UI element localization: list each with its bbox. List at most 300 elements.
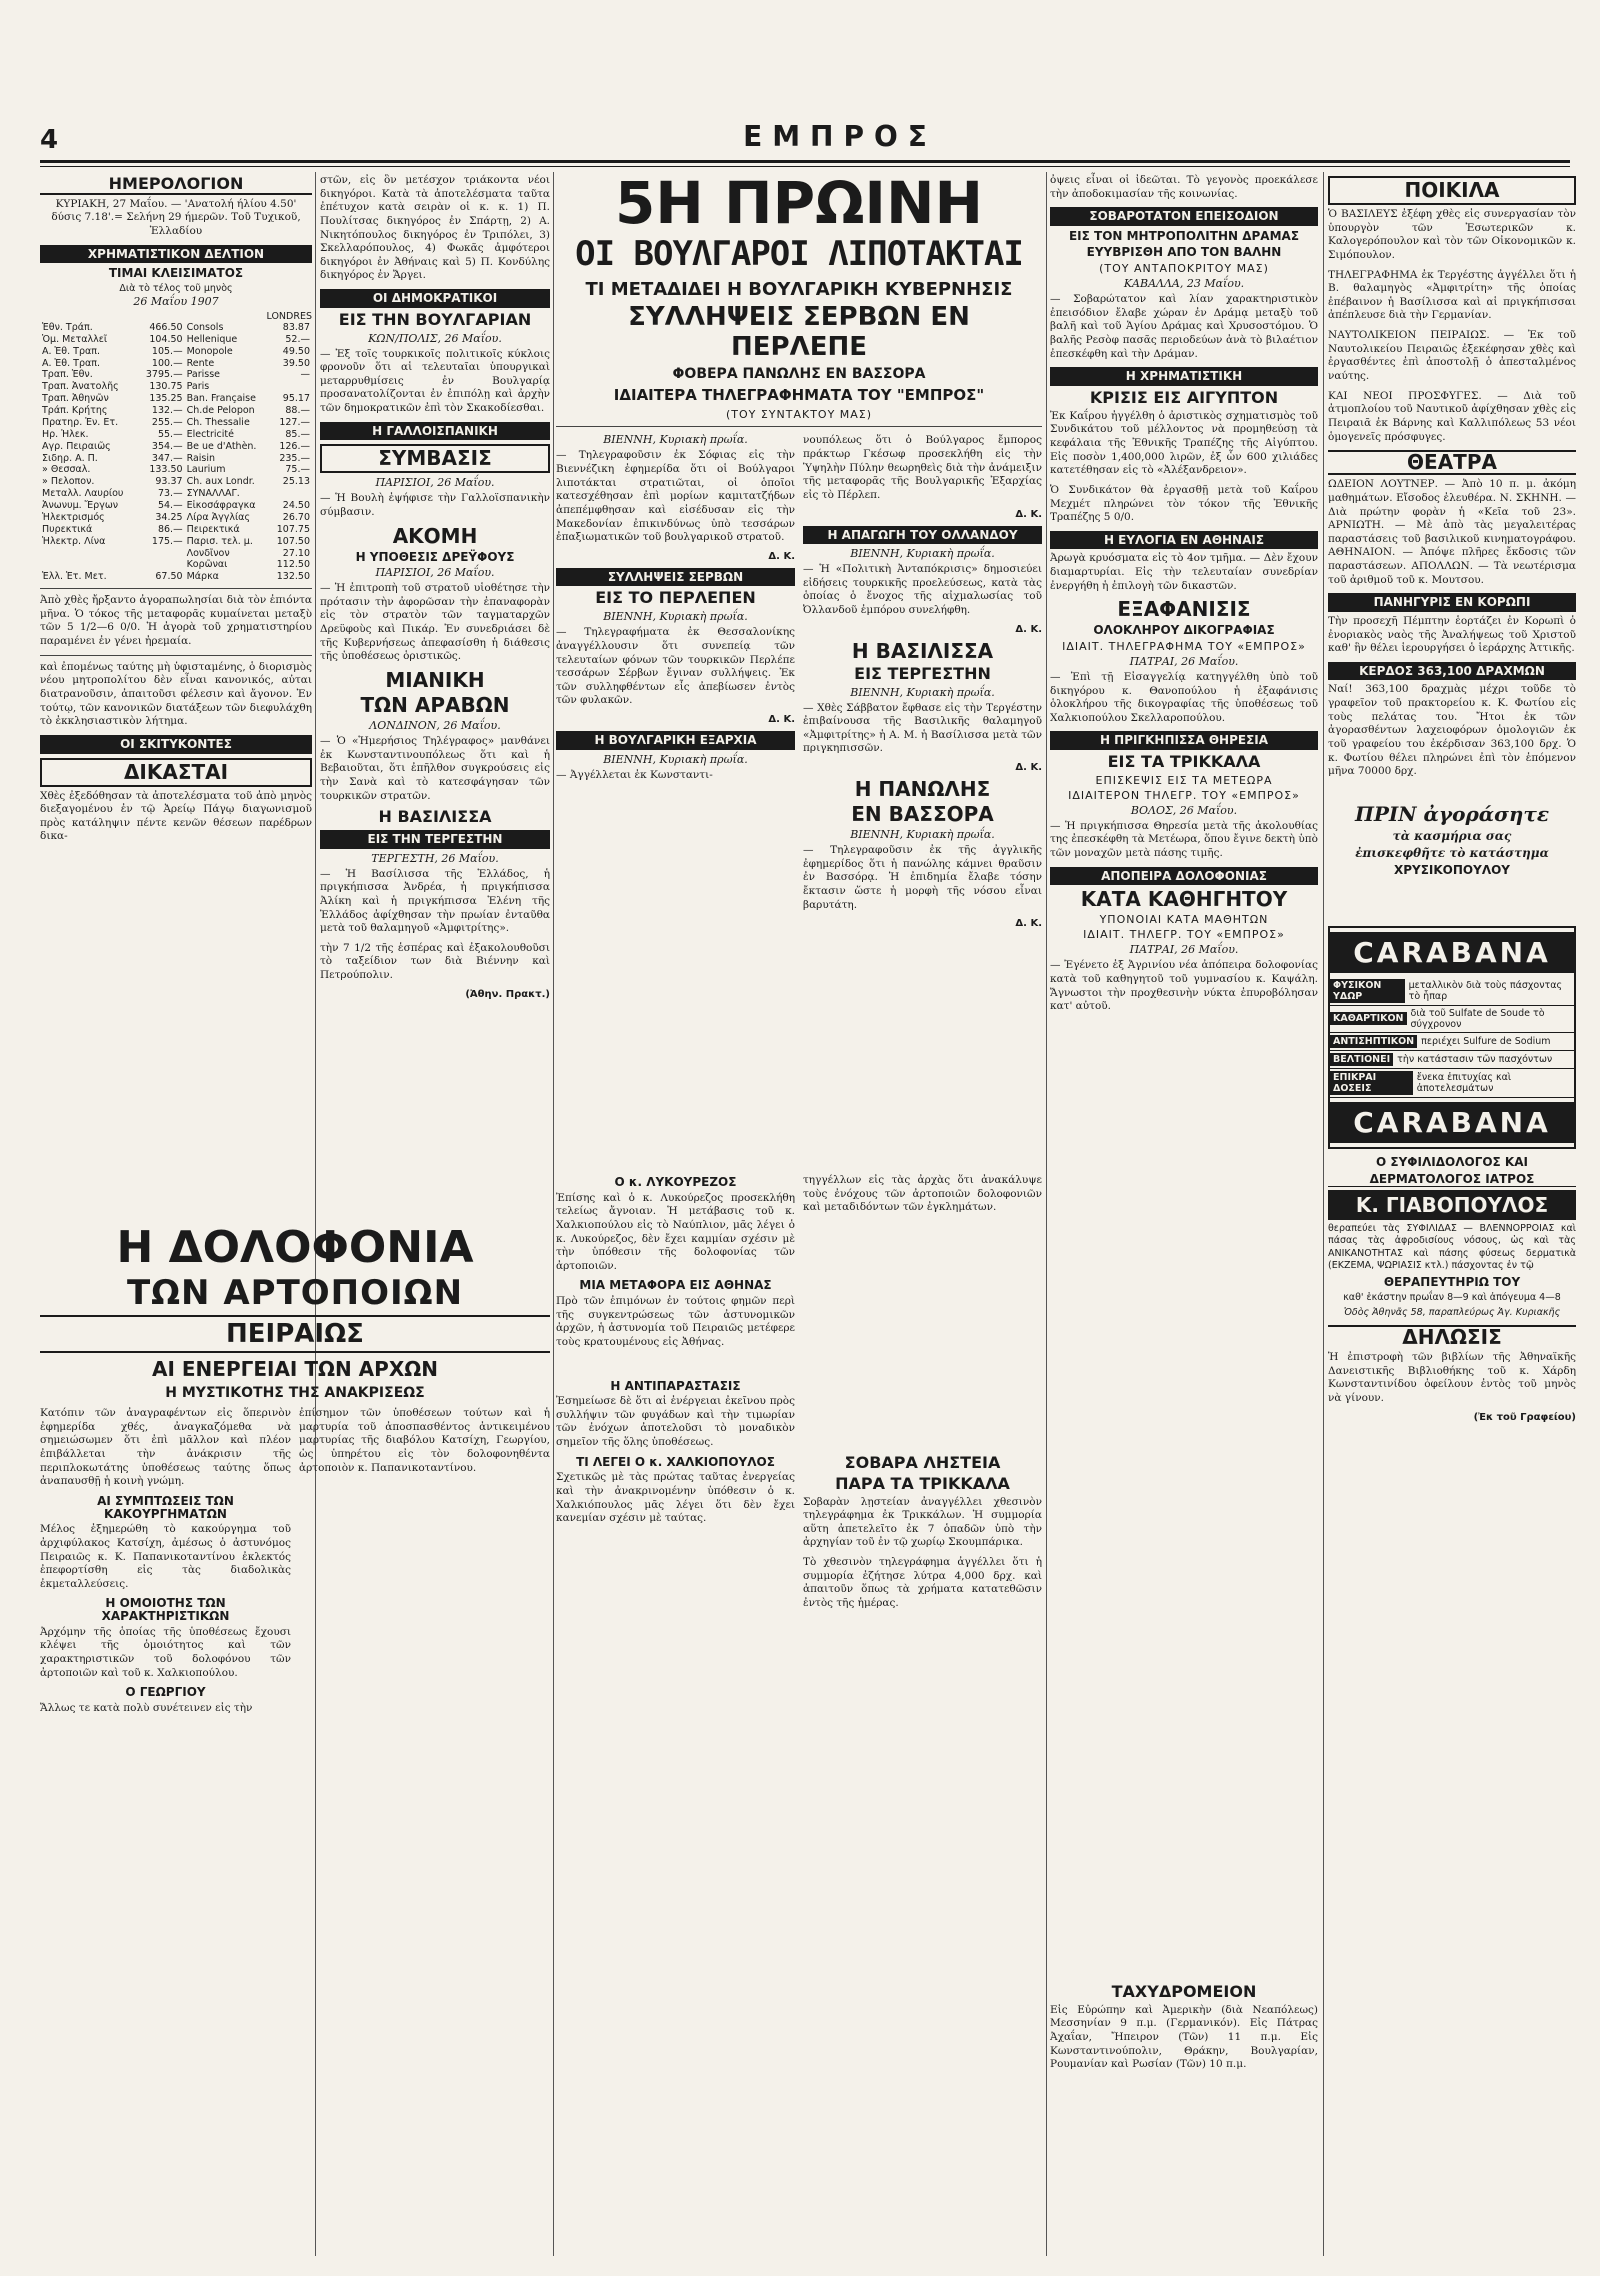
masthead <box>120 120 1560 160</box>
price-label: Ἐθν. Τράπ. <box>42 321 93 333</box>
carabana-brand-2: CARABANA <box>1330 1102 1574 1143</box>
middle-lower-right <box>803 1172 1042 1617</box>
queen2-title-2: ΕΙΣ ΤΕΡΓΕΣΤΗΝ <box>854 663 991 683</box>
column-separator <box>553 172 554 2256</box>
price-label <box>40 548 138 560</box>
price-label: Raisin <box>186 452 216 464</box>
price-value: 26.70 <box>282 511 310 523</box>
column-1 <box>40 172 312 1217</box>
attempt-text: — Ἐγένετο ἐξ Ἀγρινίου νέα ἀπόπειρα δολοφονίας κατὰ τοῦ καθηγητοῦ τοῦ γυμνασίου κ. Καψάλη. Ἄγνωστοι τὴν προχθεσινὴν νύκτα ἐπυροβόλησαν κατ' αὐτοῦ. <box>1050 959 1318 1013</box>
column-separator <box>315 172 316 2256</box>
price-row <box>40 429 312 441</box>
price-label: Ὁμ. Μεταλλεῖ <box>42 333 108 345</box>
transfer-text: Πρὸ τῶν ἐπιμόνων ἐν τούτοις φημῶν περὶ τῆς συγκεντρώσεως τῶν ἀστυνομικῶν ἀρχῶν, ἡ ἀστυνομία τοῦ Πειραιῶς μετέφερε τοὺς κρατουμένους εἰς Ἀθήνας. <box>556 1295 795 1348</box>
column-separator <box>1046 172 1047 2256</box>
paper-name: ΕΜΠΡΟΣ <box>743 120 937 153</box>
treaty-title-2: ΣΥΜΒΑΣΙΣ <box>320 444 550 473</box>
column-6 <box>1328 172 1576 2256</box>
drama-title-3: ΕΥΥΒΡΙΣΘΗ ΑΠΟ ΤΟΝ ΒΑΛΗΝ <box>1086 245 1282 260</box>
misc-text-2: ΤΗΛΕΓΡΑΦΗΜΑ ἐκ Τεργέστης ἀγγέλλει ὅτι ἡ Β. θαλαμηγὸς «Ἀμφιτρίτη» τῆς ὁποίας ἐπέβαινον ἡ Βασίλισσα καὶ αἱ πριγκήπισσαι ἀπέπλευσε διὰ τὴν Γερμανίαν. <box>1328 268 1576 322</box>
calendar-text: ΚΥΡΙΑΚΗ, 27 Μαΐου. — 'Ανατολή ήλίου 4.50' δύσις 7.18'.= Σελήνη 29 ήμερῶν. Τοῦ Τυχικοῦ, Ἑλλαδίου <box>51 197 301 238</box>
kasmir-line-2: τὰ κασμήρια σας <box>1392 828 1512 843</box>
sec3-text: Σχετικῶς μὲ τὰς πρώτας ταῦτας ἐνεργείας καὶ τὴν ἀνακρινομένην ὑπόθεσιν ὁ κ. Χαλκιόπουλος μᾶς λέγει ὅτι δὲν ἔχει κανεμίαν σχέσιν μὲ ταύτας. <box>556 1471 795 1525</box>
kasmir-line-4: ΧΡΥΣΙΚΟΠΟΥΛΟΥ <box>1393 862 1510 877</box>
price-value: 107.75 <box>276 523 310 535</box>
price-value: 67.50 <box>155 571 183 583</box>
price-label: Parisse <box>186 369 220 381</box>
queen2-signature: Δ. Κ. <box>1015 762 1042 774</box>
carabana-row-label: ΚΑΘΑΡΤΙΚΟΝ <box>1330 1012 1407 1025</box>
price-label: Ἠλεκτρισμός <box>42 511 105 523</box>
price-row <box>40 358 312 370</box>
story-headline-3: ΠΕΙΡΑΙΩΣ <box>40 1315 550 1353</box>
london-label: LONDRES <box>266 310 312 322</box>
attempt-subtitle-2: ΙΔΙΑΙΤ. ΤΗΛΕΓΡ. ΤΟΥ «ΕΜΠΡΟΣ» <box>1083 928 1285 942</box>
carabana-rows <box>1330 977 1574 1098</box>
price-label: Σιδηρ. Α. Π. <box>42 452 98 464</box>
trial-subtitle: ΙΔΙΑΙΤ. ΤΗΛΕΓΡΑΦΗΜΑ ΤΟΥ «ΕΜΠΡΟΣ» <box>1062 639 1306 653</box>
price-row <box>40 417 312 429</box>
price-label <box>40 559 138 571</box>
doctor-name: Κ. ΓΙΑΒΟΠΟΥΛΟΣ <box>1328 1190 1576 1220</box>
price-row <box>40 464 312 476</box>
story-headline-1: Η ΔΟΛΟΦΟΝΙΑ <box>116 1222 474 1273</box>
price-label: Paris <box>186 381 210 393</box>
price-value: 52.— <box>285 333 310 345</box>
divider <box>556 426 1042 427</box>
price-value: 107.50 <box>276 535 310 547</box>
trial-title: ΕΞΑΦΑΝΙΣΙΣ <box>1117 597 1251 622</box>
price-value: 93.37 <box>155 476 183 488</box>
queen-text: — Ἡ Βασίλισσα τῆς Ἑλλάδος, ἡ πριγκήπισσα Ἀνδρέα, ἡ πριγκήπισσα Ἀλίκη καὶ ἡ πριγκήπισσα Ἑλένη τῆς Ἑλλάδος ἀφίχθησαν τὴν πρωίαν ἐνταῦθα μετὰ τοῦ θαλαμηγοῦ «Ἀμφιτρίτης». <box>320 867 550 935</box>
story-columns <box>40 1405 550 1721</box>
arrest-signature: Δ. Κ. <box>768 714 795 726</box>
athens-title: Η ΕΥΛΟΓΙΑ ΕΝ ΑΘΗΝΑΙΣ <box>1050 531 1318 550</box>
lykourezos-text: Ἐπίσης καὶ ὁ κ. Λυκούρεζος προσεκλήθη τελείως ἄγνοιαν. Ἡ μετάβασις τοῦ κ. Χαλκιοπούλου εἰς τὸ Ναύπλιον, μᾶς λέγει ὁ κ. Λυκούρεζος, δὲν ἔχει καμμίαν σχέσιν μὲ τὴν ὑπόθεσιν τῆς δολοφονίας τῶν ἀρτοποιῶν. <box>556 1191 795 1272</box>
middle-lower-left <box>556 1172 795 1617</box>
middle-two-columns <box>556 432 1042 935</box>
price-value: 27.10 <box>282 547 310 559</box>
price-value: 255.— <box>151 416 183 428</box>
princess-subtitle-2: ΙΔΙΑΙΤΕΡΟΝ ΤΗΛΕΓΡ. ΤΟΥ «ΕΜΠΡΟΣ» <box>1068 788 1300 802</box>
plague-signature: Δ. Κ. <box>1015 918 1042 930</box>
price-value: 466.50 <box>149 321 183 333</box>
arab-title-2: ΤΩΝ ΑΡΑΒΩΝ <box>360 693 510 718</box>
story-headline-2: ΤΩΝ ΑΡΤΟΠΟΙΩΝ <box>126 1273 464 1314</box>
price-label: Hellenique <box>186 333 238 345</box>
price-value: 104.50 <box>149 333 183 345</box>
headline-sub-4: ΙΔΙΑΙΤΕΡΑ ΤΗΛΕΓΡΑΦΗΜΑΤΑ ΤΟΥ "ΕΜΠΡΟΣ" <box>613 386 985 405</box>
price-row <box>40 500 312 512</box>
exarch-date: ΒΙΕΝΝΗ, Κυριακὴ πρωΐα. <box>603 752 748 766</box>
sec4-tail: Ἄλλως τε κατὰ πολὺ συνέτεινεν εἰς τὴν <box>40 1701 253 1714</box>
price-label: Παρισ. τελ. μ. <box>186 535 253 547</box>
price-label: Ch. aux Londr. <box>186 476 255 488</box>
price-label: Ηρ. Ἠλεκ. <box>42 428 89 440</box>
price-value: 347.— <box>151 452 183 464</box>
price-row <box>40 393 312 405</box>
price-label: Α. Ἐθ. Τραπ. <box>42 345 100 357</box>
sec4-title: Η ΟΜΟΙΟΤΗΣ ΤΩΝ ΧΑΡΑΚΤΗΡΙΣΤΙΚΩΝ <box>101 1596 230 1624</box>
misc-text: Ὁ ΒΑΣΙΛΕΥΣ ἐξέφη χθὲς εἰς συνεργασίαν τὸν ὑπουργὸν τῶν Ἐσωτερικῶν κ. Καλογερόπουλον καὶ τὸν τῶν Οἰκονομικῶν κ. Σιμόπουλον. <box>1328 208 1576 261</box>
carabana-row <box>1330 1051 1574 1069</box>
sec4-signature: Ο ΓΕΩΡΓΙΟΥ <box>125 1685 206 1700</box>
plague-title: Η ΠΑΝΩΛΗΣ <box>854 777 991 802</box>
price-value: 24.50 <box>282 500 310 512</box>
bottom-signature: (Ἀθην. Πρακτ.) <box>465 988 550 1000</box>
demo-title-2: ΕΙΣ ΤΗΝ ΒΟΥΛΓΑΡΙΑΝ <box>338 309 532 329</box>
prices-subtitle: Διὰ τὸ τέλος τοῦ μηνὸς <box>119 282 233 294</box>
price-value <box>138 559 185 571</box>
price-label: Λονδῖνον <box>186 547 230 559</box>
queen-title: Η ΒΑΣΙΛΙΣΣΑ <box>378 807 492 827</box>
price-row <box>40 322 312 334</box>
arab-date: ΛΟΝΔΙΝΟΝ, 26 Μαΐου. <box>369 719 501 733</box>
prices-date: 26 Μαΐου 1907 <box>133 294 219 308</box>
price-value: 133.50 <box>149 464 183 476</box>
market-text: Ἀπὸ χθὲς ἤρξαντο ἀγοραπωλησίαι διὰ τὸν ἐπιόντα μῆνα. Ὁ τόκος τῆς μεταφορᾶς κυμαίνεται μεταξὺ τῶν 5 1/2—6 0/0. Ἡ ἀγορὰ τοῦ χρηματιστηρίου παραμένει ἐν γένει ἠρεμαία. <box>40 594 312 648</box>
price-label: Αγρ. Πειραιῶς <box>42 440 111 452</box>
top-line-headline: 5Η ΠΡΩΙΝΗ <box>614 172 984 237</box>
price-label: Ch.de Pelopon <box>186 405 255 417</box>
price-value: 130.75 <box>149 381 183 393</box>
sec1-text: Μέλος ἐξημερώθη τὸ κακούργημα τοῦ ἀρχιφύλακος Κατσίχη, ἀμέσως ὁ ἀστυνόμος Πειραιῶς κ. Κ. Παπανικοταντίνου ἐκλεκτός ἐπεφορτίσθη εἰς τὰς διαδολικὰς ἐκμεταλλεύσεις. <box>40 1523 291 1590</box>
price-label: Κορῶναι <box>186 559 228 571</box>
plague-title-2: ΕΝ ΒΑΣΣΟΡΑ <box>851 802 994 827</box>
headline-sub-5: (ΤΟΥ ΣΥΝΤΑΚΤΟΥ ΜΑΣ) <box>725 408 873 422</box>
price-row <box>40 488 312 500</box>
doctor-advert <box>1328 1155 1576 1319</box>
arab-text: — Ὁ «Ἡμερήσιος Τηλέγραφος» μανθάνει ἐκ Κωνσταντινουπόλεως ὅτι καὶ ἡ Βεβαιοῦται, ὅτι ἐπῆλθον συγκρούσεις εἰς τὴν Σανὰ καὶ τὸ κατεσφάγησαν τῶν τουρκικῶν στρατῶν. <box>320 735 550 802</box>
bottom-text: τὴν 7 1/2 τῆς ἑσπέρας καὶ ἐξακολουθοῦσι τὸ ταξείδιον των διὰ Βιέννην καὶ Πετρούπολιν. <box>320 941 550 982</box>
price-value: 73.— <box>157 488 183 500</box>
misc-title: ΠΟΙΚΙΛΑ <box>1328 176 1576 205</box>
queen2-text: — Χθὲς Σάββατον ἔφθασε εἰς τὴν Τεργέστην ἐπιβαίνουσα τῆς Βασιλικῆς θαλαμηγοῦ «Ἀμφιτρίτης» ἡ Α. Μ. ἡ Βασίλισσα μετὰ τῶν πριγκηπισσῶν. <box>803 701 1042 755</box>
carabana-row-text: ἔνεκα ἐπιτυχίας καὶ ἀποτελεσμάτων <box>1416 1071 1512 1094</box>
ollandos-title: Η ΑΠΑΓΩΓΗ ΤΟΥ ΟΛΛΑΝΔΟΥ <box>803 526 1042 545</box>
price-label: Τραπ. Ἀθηνῶν <box>42 393 109 405</box>
price-label: Πειρεκτικά <box>186 523 240 535</box>
headline-sub-3: ΦΟΒΕΡΑ ΠΑΝΩΛΗΣ ΕΝ ΒΑΣΣΟΡΑ <box>672 366 926 383</box>
prices-title: ΤΙΜΑΙ ΚΛΕΙΣΙΜΑΤΟΣ <box>108 266 244 281</box>
price-value: 126.— <box>279 440 310 452</box>
fair-text: Τὴν προσεχῆ Πέμπτην ἑορτάζει ἐν Κορωπὶ ὁ ἐνοριακὸς ναὸς τῆς Ἀναλήψεως τοῦ Χριστοῦ καθ' ἣν θέλει ἱερουργήσει ὁ ἱεράρχης Ἀττικῆς. <box>1328 614 1576 655</box>
left-story-text: — Τηλεγραφοῦσιν ἐκ Σόφιας εἰς τὴν Βιεννέζικη ἐφημερίδα ὅτι οἱ Βούλγαροι λιποτάκται στρατιῶται, οἱ ὁποῖοι κατεσχέθησαν ἐπὶ μορίων καμιτατζήδων ἀπεπέμφθησαν καὶ εἰσέδυσαν εἰς τὴν Μακεδονίαν ἐπικινδύνως ὑπὸ τεσσάρων ἐπαξιωματικῶν τοῦ βουλγαρικοῦ στρατοῦ. <box>556 449 795 544</box>
carabana-row <box>1330 1006 1574 1033</box>
price-label: Τραπ. Ἐθν. <box>42 369 93 381</box>
price-label: Be ue d'Athèn. <box>186 440 257 452</box>
price-label: » Θεσσαλ. <box>42 464 91 476</box>
attempt-title: ΑΠΟΠΕΙΡΑ ΔΟΛΟΦΟΝΙΑΣ <box>1050 867 1318 886</box>
exchange-title: ΧΡΗΜΑΤΙΣΤΙΚΟΝ ΔΕΛΤΙΟΝ <box>40 245 312 264</box>
price-row <box>40 381 312 393</box>
price-value: 105.— <box>151 345 183 357</box>
crisis-text-2: Ὁ Συνδικάτον θὰ ἐργασθῇ μετὰ τοῦ Καΐρου Μεχμέτ πληρώνει τὸν τόκον τῆς Ἐθνικῆς Τραπέζης 5 0/0. <box>1050 483 1318 524</box>
price-row <box>40 512 312 524</box>
price-row <box>40 334 312 346</box>
price-label: Τράπ. Κρήτης <box>42 405 108 417</box>
carabana-row-text: διὰ τοῦ Sulfate de Soude τὸ σύγχρονον <box>1410 1007 1545 1030</box>
drama-title: ΣΟΒΑΡΟΤΑΤΟΝ ΕΠΕΙΣΟΔΙΟΝ <box>1050 207 1318 226</box>
column-2 <box>320 172 550 1217</box>
price-label: Ἠλεκτρ. Λίνα <box>42 535 106 547</box>
queen2-title: Η ΒΑΣΙΛΙΣΣΑ <box>851 638 994 663</box>
calendar-title: ΗΜΕΡΟΛΟΓΙΟΝ <box>40 176 312 195</box>
princess-date: ΒΟΛΟΣ, 26 Μαΐου. <box>1130 803 1238 817</box>
verdict-right-text: τηγγέλλων εἰς τὰς ἀρχὰς ὅτι ἀνακάλυψε τοὺς ἐνόχους τῶν ἀρτοποιῶν δολοφονιῶν καὶ μεταδιδόντων τῶν ἐγκλημάτων. <box>803 1174 1042 1214</box>
price-value: 49.50 <box>282 345 310 357</box>
drama-date: ΚΑΒΑΛΛΑ, 23 Μαΐου. <box>1123 277 1245 291</box>
dreyfus-title: ΑΚΟΜΗ <box>392 523 478 548</box>
price-table <box>40 322 312 583</box>
price-row <box>40 536 312 548</box>
price-value: 100.— <box>151 357 183 369</box>
arrest-date: ΒΙΕΝΝΗ, Κυριακὴ πρωΐα. <box>603 610 748 624</box>
middle-left-column <box>556 432 795 935</box>
doctor-title-2: ΔΕΡΜΑΤΟΛΟΓΟΣ ΙΑΤΡΟΣ <box>1328 1172 1576 1187</box>
price-value <box>269 381 312 393</box>
carabana-row-text: περιέχει Sulfure de Sodium <box>1421 1035 1551 1047</box>
post-title: ΤΑΧΥΔΡΟΜΕΙΟΝ <box>1111 1982 1257 2001</box>
carabana-row-label: ΒΕΛΤΙΟΝΕΙ <box>1330 1053 1393 1066</box>
arrest-title: ΣΥΛΛΗΨΕΙΣ ΣΕΡΒΩΝ <box>556 568 795 587</box>
trial-date: ΠΑΤΡΑΙ, 26 Μαΐου. <box>1129 654 1239 668</box>
drama-text: — Σοβαρώτατον καὶ λίαν χαρακτηριστικὸν ἐπεισόδιον ἔλαβε χώραν ἐν Δράμᾳ μεταξὺ τοῦ βαλῆ καὶ τοῦ Ἁγίου Δράμας καὶ Χρυσοστόμου. Ὁ βαλῆς Ρεσὸφ πασᾶς περιοδεύων ἀνὰ τὸ βιλαέτιον ἐπεσκέφθη καὶ τὴν Δράμαν. <box>1050 293 1318 360</box>
princess-title-2: ΕΙΣ ΤΑ ΤΡΙΚΚΑΛΑ <box>1107 752 1261 772</box>
sec2-text: Ἐσημείωσε δὲ ὅτι αἱ ἐνέργειαι ἐκεῖνου πρὸς συλλήψιν τῶν φυγάδων καὶ τὴν τιμωρίαν τῶν ἐνόχων ἀποτελοῦσι τὸ μοναδικὸν σημεῖον τῆς ὅλης ὑποθέσεως. <box>556 1395 795 1449</box>
price-value <box>269 488 312 500</box>
price-label: Πυρεκτικά <box>42 523 93 535</box>
robbery-text: Σοβαρὰν λῃστείαν ἀναγγέλλει χθεσινὸν τηλεγράφημα ἐκ Τρικκάλων. Ἡ συμμορία αὕτη ἀπετελεῖτο ἐκ 7 ὁπαδῶν ὑπὸ τὴν ἀρχηγίαν τοῦ ἐν τῷ χωρίῳ Σκουμπάρικα. <box>803 1495 1042 1549</box>
carabana-advert <box>1328 926 1576 1149</box>
murder-story <box>40 1222 550 1721</box>
robbery-title: ΣΟΒΑΡΑ ΛΗΣΤΕΙΑ <box>844 1452 1001 1472</box>
arrest-text: — Τηλεγραφήματα ἐκ Θεσσαλονίκης ἀναγγέλλουσιν ὅτι συνεπείᾳ τῶν τελευταίων φόνων τῶν τουρκικῶν Περλέπε τεσσάρων Σέρβων ἔγιναν συλλήψεις. Ἐκ τῶν συλληφθέντων εἷς ἀπεβίωσεν ἐντὸς τῶν φυλακῶν. <box>556 626 795 707</box>
verdict-text: καὶ ἐπομένως ταύτης μὴ ὑφισταμένης, ὁ διορισμὸς νέου μητροπολίτου δὲν εἶναι κανονικός, αὐται διατρανοῦσιν, ἀπαιτοῦσι φέλεσιν καὶ ἄγονον. Ἐν τούτῳ, τῶν κανονικῶν διατάξεων τῶν διεφυλάχθη τὸ ἐκκλησιαστικὸν λήτημα. <box>40 660 312 728</box>
price-label: Rente <box>186 357 215 369</box>
plague-text: — Τηλεγραφοῦσιν ἐκ τῆς ἀγγλικῆς ἐφημερίδος ὅτι ἡ πανώλης κάμνει θραῦσιν ἐν Βασσόρᾳ. Ἡ ἐπιδημία ἔλαβε τόσην ἔκτασιν ὥστε ἡ μορφὴ τῆς νόσου εἶναι βαρυτάτη. <box>803 844 1042 911</box>
carabana-row-label: ΦΥΣΙΚΟΝ ΥΔΩΡ <box>1330 979 1405 1003</box>
price-row <box>40 369 312 381</box>
price-value: 54.— <box>157 500 183 512</box>
princess-title: Η ΠΡΙΓΚΗΠΙΣΣΑ ΘΗΡΕΣΙΑ <box>1050 731 1318 750</box>
queen2-date: ΒΙΕΝΝΗ, Κυριακὴ πρωΐα. <box>850 685 995 699</box>
price-value: 55.— <box>157 428 183 440</box>
treaty-date: ΠΑΡΙΣΙΟΙ, 26 Μαΐου. <box>375 476 495 490</box>
story-left-column <box>40 1405 291 1721</box>
price-value: 3795.— <box>145 369 183 381</box>
price-label: Πρατηρ. Ἐν. Ετ. <box>42 416 119 428</box>
price-value: 132.50 <box>276 571 310 583</box>
price-row <box>40 453 312 465</box>
theatre-title: ΘΕΑΤΡΑ <box>1328 450 1576 475</box>
price-value: 85.— <box>285 428 310 440</box>
declaration-signature: (Ἐκ τοῦ Γραφείου) <box>1473 1411 1576 1423</box>
post-text: Εἰς Εὐρώπην καὶ Ἀμερικὴν (διὰ Νεαπόλεως) Μεσσηνίαν 9 π.μ. (Γερμανικόν). Εἰς Πάτρας Ἀχαΐαν, Ἤπειρον (Τῶν) 11 π.μ. Εἰς Κωνσταντινούπολιν, Θράκην, Βουλγαρίαν, Ρουμανίαν καὶ Ρωσίαν (Τῶν) 10 π.μ. <box>1050 2003 1318 2071</box>
price-value: 34.25 <box>155 511 183 523</box>
ollandos-date: ΒΙΕΝΝΗ, Κυριακὴ πρωΐα. <box>850 547 995 561</box>
plague-date: ΒΙΕΝΝΗ, Κυριακὴ πρωΐα. <box>850 828 995 842</box>
price-label: Monopole <box>186 345 233 357</box>
carabana-row-text: μεταλλικὸν διὰ τοὺς πάσχοντας τὸ ἧπαρ <box>1408 979 1563 1002</box>
robbery-title-2: ΠΑΡΑ ΤΑ ΤΡΙΚΚΑΛΑ <box>835 1473 1010 1493</box>
court-title: ΟΙ ΣΚΙΤΥΚΟΝΤΕΣ <box>40 735 312 754</box>
price-value: 39.50 <box>282 357 310 369</box>
price-value: 127.— <box>279 416 310 428</box>
masthead-rule <box>40 160 1570 163</box>
carabana-row-label: ΑΝΤΙΣΗΠΤΙΚΟΝ <box>1330 1035 1417 1048</box>
column-separator <box>1323 172 1324 2256</box>
middle-lower <box>556 1172 1042 1617</box>
price-label: ΣΥΝΑΛΛΑΓ. <box>186 488 240 500</box>
price-label: Α. Ἐθ. Τραπ. <box>42 357 100 369</box>
fair-title: ΠΑΝΗΓΥΡΙΣ ΕΝ ΚΟΡΩΠΙ <box>1328 593 1576 612</box>
price-value: 75.— <box>285 464 310 476</box>
price-row <box>40 524 312 536</box>
price-row <box>40 476 312 488</box>
drama-subtitle: (ΤΟΥ ΑΝΤΑΠΟΚΡΙΤΟΥ ΜΑΣ) <box>1099 262 1269 276</box>
exarch-text: — Ἀγγέλλεται ἐκ Κωνσταντι- <box>556 768 713 781</box>
court-text: Χθὲς ἐξεδόθησαν τὰ ἀποτελέσματα τοῦ ἀπὸ μηνὸς διεξαγομένου ἐν τῷ Ἀρείῳ Πάγῳ διαγωνισμοῦ πρὸς κατάληψιν πέντε κενῶν θέσεων παρέδρων δικα- <box>40 789 312 843</box>
dreyfus-title-2: Η ΥΠΟΘΕΣΙΣ ΔΡΕΫΦΟΥΣ <box>355 549 515 564</box>
middle-lower-columns <box>556 1172 1042 1617</box>
price-value: — <box>300 369 310 381</box>
arrest-title-2: ΕΙΣ ΤΟ ΠΕΡΛΕΠΕΝ <box>595 588 756 608</box>
price-label: Λίρα Ἀγγλίας <box>186 511 251 523</box>
post-block <box>1050 1980 1318 2078</box>
doctor-clinic: ΘΕΡΑΠΕΥΤΗΡΙΩ ΤΟΥ <box>1383 1275 1521 1290</box>
price-label: Consols <box>186 321 224 333</box>
right-story-signature: Δ. Κ. <box>1015 508 1042 520</box>
price-label: Laurium <box>186 464 226 476</box>
sec4-text: Ἀρχόμην τῆς ὁποίας τῆς ὑποθέσεως ἔχουσι κλέψει τῆς ὁμοιότητος καὶ τῶν χαρακτηριστικῶν τοῦ δολοφόνου τῶν ἀρτοποιῶν καὶ τοῦ κ. Χαλκιοπούλου. <box>40 1625 291 1679</box>
price-row <box>40 571 312 583</box>
divider <box>40 588 312 589</box>
misc-text-3: ΝΑΥΤΟΛΙΚΕΙΟΝ ΠΕΙΡΑΙΩΣ. — Ἐκ τοῦ Ναυτολικείου Πειραιῶς ἐξεκέφησαν χθὲς καὶ ἐργασθέντες ἐπὶ ἀποστολῇ ὁ ἀπεσταλμένος ναύτης. <box>1328 329 1576 383</box>
arab-title: ΜΙΑΝΙΚΗ <box>385 668 485 693</box>
declaration-title: ΔΗΛΩΣΙΣ <box>1328 1325 1576 1348</box>
right-story-text: νουπόλεως ὅτι ὁ Βούλγαρος ἔμπορος πράκτωρ Γκέσωφ προσεκλήθη εἰς τὴν Ὑψηλὴν Πύλην θεωρηθεὶς διὰ τὴν ἀνάμειξιν τῆς μεταφορᾶς τῆς Βουλγαρικῆς Ἐξαρχίας εἰς τὸ Πέρλεπ. <box>803 434 1042 501</box>
carabana-row <box>1330 977 1574 1006</box>
price-label: Μάρκα <box>186 571 219 583</box>
price-label: Ἀνωνυμ. Ἔργων <box>42 500 119 512</box>
court-title-2: ΔΙΚΑΣΤΑΙ <box>40 758 312 787</box>
price-row <box>40 405 312 417</box>
story-headline-5: Η ΜΥΣΤΙΚΟΤΗΣ ΤΗΣ ΑΝΑΚΡΙΣΕΩΣ <box>165 1385 425 1402</box>
attempt-title-2: ΚΑΤΑ ΚΑΘΗΓΗΤΟΥ <box>1080 887 1288 912</box>
headline-sub-1: ΤΙ ΜΕΤΑΔΙΔΕΙ Η ΒΟΥΛΓΑΡΙΚΗ ΚΥΒΕΡΝΗΣΙΣ <box>585 279 1013 301</box>
divider <box>40 655 312 656</box>
win-text: Ναί! 363,100 δραχμὰς μέχρι τοῦδε τὸ γραφεῖον τοῦ πρακτορείου κ. Κ. Φωτίου εἰς τοὺς πελάτας του. Ἤτοι ἐκ τῶν ἀγορασθέντων λαχειοφόρων ὁμολογιῶν ἐκ τοῦ γραφείου του ἐκέρδισαν 363,100 δρχ. Ὁ κ. Φωτίου θέλει πληρώνει ἐπὶ τὸν ἑπόμενον μῆνα 70000 δρχ. <box>1328 683 1576 778</box>
sec1-title: ΑΙ ΣΥΜΠΤΩΣΕΙΣ ΤΩΝ ΚΑΚΟΥΡΓΗΜΑΤΩΝ <box>97 1494 234 1521</box>
queen-date: ΤΕΡΓΕΣΤΗ, 26 Μαΐου. <box>371 851 499 865</box>
price-value: 235.— <box>279 452 310 464</box>
price-value: 132.— <box>151 405 183 417</box>
price-value: 175.— <box>151 535 183 547</box>
doctor-address: Ὁδὸς Ἀθηνᾶς 58, παραπλεύρως Ἀγ. Κυριακῆς <box>1343 1306 1561 1318</box>
kasmir-advert <box>1328 793 1576 886</box>
queen-title-2: ΕΙΣ ΤΗΝ ΤΕΡΓΕΣΤΗΝ <box>320 830 550 849</box>
price-value <box>138 548 185 560</box>
crisis-title: Η ΧΡΗΜΑΤΙΣΤΙΚΗ <box>1050 367 1318 386</box>
price-value: 25.13 <box>282 476 310 488</box>
price-row <box>40 559 312 571</box>
left-story-date: ΒΙΕΝΝΗ, Κυριακὴ πρωΐα. <box>603 433 748 447</box>
misc-text-4: ΚΑΙ ΝΕΟΙ ΠΡΟΣΦΥΓΕΣ. — Διὰ τοῦ ἀτμοπλοίου τοῦ Ναυτικοῦ ἀφίχθησαν χθὲς εἰς Πειραιᾶ ἐκ Βάρνης καὶ Καλλιπόλεως 53 νέοι ὁμογενεῖς πρόσφυγες. <box>1328 389 1576 443</box>
intro-text: στῶν, εἰς ὃν μετέσχον τριάκοντα νέοι δικηγόροι. Κατὰ τὰ ἀποτελέσματα ταῦτα ἐπέτυχον κατὰ σειρὰν οἱ κ. κ. 1) Π. Πουλίτσας δικηγόρος ἐν Σπάρτῃ, 2) Α. Νικητόπουλος δικηγόρος ἐν Τριπόλει, 3) Σκελλαρόπουλος, 4) Φωκᾶς ἀμφότεροι δικηγόροι ἐν Ἀθήναις καὶ 5) Π. Κονδύλης δικηγόρος ἐν Ἄργει. <box>320 174 550 282</box>
price-label: Εἰκοσάφραγκα <box>186 500 256 512</box>
price-label: Μεταλλ. Λαυρίου <box>42 488 124 500</box>
sec2-title: Η ΑΝΤΙΠΑΡΑΣΤΑΣΙΣ <box>610 1378 741 1393</box>
ollandos-signature: Δ. Κ. <box>1015 623 1042 635</box>
demo-text: — Ἐξ τοῖς τουρκικοῖς πολιτικοῖς κύκλοις φρονοῦν ὅτι αἱ τελευταῖαι ὑπουργικαὶ μεταρρυθμίσεις ἐν Βουλγαρίᾳ προσανατολίζονται ἐν ἐπιπόλῃ καὶ ἀρχὴν τῶν δημοκρατικῶν ἐπὶ τὸν Σκακοδίεσθαι. <box>320 347 550 415</box>
price-label: Τραπ. Ἀνατολῆς <box>42 381 119 393</box>
price-value: 95.17 <box>282 393 310 405</box>
declaration-text: Ἡ ἐπιστροφὴ τῶν βιβλίων τῆς Ἀθηναϊκῆς Δανειστικῆς Βιβλιοθήκης τοῦ κ. Χάρδη Κωνσταντινίδου ὀφείλουν ἐντὸς τοῦ μηνὸς νὰ γίνουν. <box>1328 1351 1576 1404</box>
crisis-title-2: ΚΡΙΣΙΣ ΕΙΣ ΑΙΓΥΠΤΟΝ <box>1089 387 1279 407</box>
princess-text: — Ἡ πριγκήπισσα Θηρεσία μετὰ τῆς ἀκολουθίας της ἐπεσκέφθη τὰ Μετέωρα, ὅπου ἔγινε δεκτὴ ὑπὸ τῶν μοναχῶν μετὰ πάσης τιμῆς. <box>1050 819 1318 860</box>
ollandos-text: — Ἡ «Πολιτικὴ Ἀνταπόκρισις» δημοσιεύει εἰδήσεις τουρκικῆς προελεύσεως, κατὰ τὰς ὁποίας ὁ ἔνοχος τῆς αἰχμαλωσίας τοῦ Ὀλλανδοῦ ἐμπόρου συνελήφθη. <box>803 563 1042 617</box>
exarch-title: Η ΒΟΥΛΓΑΡΙΚΗ ΕΞΑΡΧΙΑ <box>556 731 795 750</box>
price-value: 112.50 <box>276 559 310 571</box>
dreyfus-text: — Ἡ ἐπιτροπὴ τοῦ στρατοῦ υἱοθέτησε τὴν πρότασιν τὴν ἀφορῶσαν τὴν ἐπαναφορὰν εἰς τὸν στρατὸν τῶν ταγματαρχῶν Δρεϋφοὺς καὶ Πικάρ. Ἐν συνεδριάσει δὲ τῆς Κυβερνήσεως ἀπεφασίσθη ἡ διάθεσις τῆς ὑποθέσεως ὁριστικῶς. <box>320 582 550 663</box>
carabana-row-label: ΕΠΙΚΡΑΙ ΔΟΣΕΙΣ <box>1330 1071 1413 1095</box>
middle-columns <box>556 172 1042 2256</box>
price-row <box>40 346 312 358</box>
kasmir-line-3: ἐπισκεφθῆτε τὸ κατάστημα <box>1355 845 1549 860</box>
column-5 <box>1050 172 1318 2256</box>
doctor-hours: καθ' ἑκάστην πρωΐαν 8—9 καὶ ἀπόγευμα 4—8 <box>1343 1292 1561 1304</box>
theatre-text: ΩΔΕΙΟΝ ΛΟΥΤΝΕΡ. — Ἀπὸ 10 π. μ. ἀκόμη μαθημάτων. Εἴσοδος ἐλευθέρα. Ν. ΣΚΗΝΗ. — Διὰ πρώτην φορὰν ἡ «Κεῖα τοῦ 23». ΑΡΝΙΩΤΗ. — Μὲ ἀπὸ τὰς μεγαλειτέρας παραστάσεις τοῦ βασιλικοῦ κινηματογράφου. ΑΘΗΝΑΙΟΝ. — Ἀπόψε πλῆρες ἔκδοσις τῶν παραστάσεων. ΑΠΟΛΛΩΝ. — Τὰ νεωτέρισμα τοῦ ἀριθμοῦ τοῦ κ. Μουτσου. <box>1328 478 1576 586</box>
price-value: 88.— <box>285 405 310 417</box>
price-label: Ban. Française <box>186 393 256 405</box>
main-headline: ΟΙ ΒΟΥΛΓΑΡΟΙ ΛΙΠΟΤΑΚΤΑΙ <box>575 234 1023 274</box>
carabana-row-text: τὴν κατάστασιν τῶν πασχόντων <box>1397 1053 1553 1065</box>
doctor-text: θεραπεύει τὰς ΣΥΦΙΛΙΔΑΣ — ΒΛΕΝΝΟΡΡΟΙΑΣ καὶ πάσας τὰς ἀφροδισίους νόσους, ὡς καὶ τὰς ΑΝΙΚΑΝΟΤΗΤΑΣ καὶ πάσης φύσεως δερματικὰ (ΕΚΖΕΜΑ, ΨΩΡΙΑΣΙΣ κτλ.) πάσχοντας ἐν τῷ <box>1328 1222 1576 1271</box>
trial-text: — Ἐπὶ τῇ Εἰσαγγελίᾳ κατηγγέλθη ὑπὸ τοῦ δικηγόρου κ. Θανοπούλου ἡ ἐξαφάνισις ὁλοκλήρου τῆς δικογραφίας τῆς ὑποθέσεως τοῦ Χαλκιοπούλου Σκελλαροπούλου. <box>1050 670 1318 724</box>
story-right-column <box>299 1405 550 1721</box>
carabana-row <box>1330 1069 1574 1098</box>
win-title: ΚΕΡΔΟΣ 363,100 ΔΡΑΧΜΩΝ <box>1328 662 1576 681</box>
demo-date: ΚΩΝ/ΠΟΛΙΣ, 26 Μαΐου. <box>368 331 502 345</box>
transfer-title: ΜΙΑ ΜΕΤΑΦΟΡΑ ΕΙΣ ΑΘΗΝΑΣ <box>579 1278 772 1293</box>
doctor-title: Ο ΣΥΦΙΛΙΔΟΛΟΓΟΣ ΚΑΙ <box>1376 1154 1528 1169</box>
dreyfus-date: ΠΑΡΙΣΙΟΙ, 26 Μαΐου. <box>375 566 495 580</box>
page-number: 4 <box>40 125 59 155</box>
carabana-row <box>1330 1033 1574 1051</box>
kasmir-line-1: ΠΡΙΝ ἀγοράσητε <box>1354 801 1550 826</box>
left-story-signature: Δ. Κ. <box>768 550 795 562</box>
treaty-text: — Ἡ Βουλὴ ἐψήφισε τὴν Γαλλοϊσπανικὴν σύμβασιν. <box>320 492 550 518</box>
lykourezos-title: Ο κ. ΛΥΚΟΥΡΕΖΟΣ <box>614 1175 737 1189</box>
story-intro-left: Κατόπιν τῶν ἀναγραφέντων εἰς ὅπερινὸν ἐφημερίδα χθές, ἀναγκαζόμεθα νὰ σημειώσωμεν ὅτι ἐπὶ μᾶλλον καὶ πλέον ἐπιβάλλεται τὴν ἀνάκρισιν τῆς περιπλοκωτάτης ὑποθέσεως ταύτης ὅπως ἀναπαυσθῇ ἡ κοινὴ γνώμη. <box>40 1407 291 1488</box>
price-value: 86.— <box>157 523 183 535</box>
price-row <box>40 548 312 560</box>
athens-text: Ἀρωγὰ κρυόσματα εἰς τὸ 4ον τμῆμα. — Δὲν ἔχουν διαμαρτυρίαι. Εἰς τὴν τελευταίαν συνεδρίαν ἐνεργήθη ἡ ἐπιλογὴ τῶν δικαστῶν. <box>1050 552 1318 592</box>
price-label: Ch. Thessalie <box>186 416 250 428</box>
price-label: Electricité <box>186 428 234 440</box>
price-value: 354.— <box>151 440 183 452</box>
treaty-title: Η ΓΑΛΛΟΙΣΠΑΝΙΚΗ <box>320 422 550 441</box>
price-row <box>40 441 312 453</box>
story-headline-4: ΑΙ ΕΝΕΡΓΕΙΑΙ ΤΩΝ ΑΡΧΩΝ <box>152 1357 438 1382</box>
top-text: ὀψεις εἶναι οἱ ἰδεῶται. Τὸ γεγονὸς προεκάλεσε τὴν ἀποδοκιμασίαν τῆς κοινωνίας. <box>1050 174 1318 200</box>
robbery-text-2: Τὸ χθεσινὸν τηλεγράφημα ἀγγέλλει ὅτι ἡ συμμορία ἐζήτησε λύτρα 4,000 δρχ. καὶ ἀπαιτοῦν ὅπως τὰ χρήματα κατατεθῶσιν ἐντὸς τῆς ἡμέρας. <box>803 1556 1042 1609</box>
attempt-date: ΠΑΤΡΑΙ, 26 Μαΐου. <box>1129 943 1239 957</box>
middle-right-column <box>803 432 1042 935</box>
masthead-rule-thin <box>40 166 1570 167</box>
princess-subtitle: ΕΠΙΣΚΕΨΙΣ ΕΙΣ ΤΑ ΜΕΤΕΩΡΑ <box>1095 773 1273 787</box>
